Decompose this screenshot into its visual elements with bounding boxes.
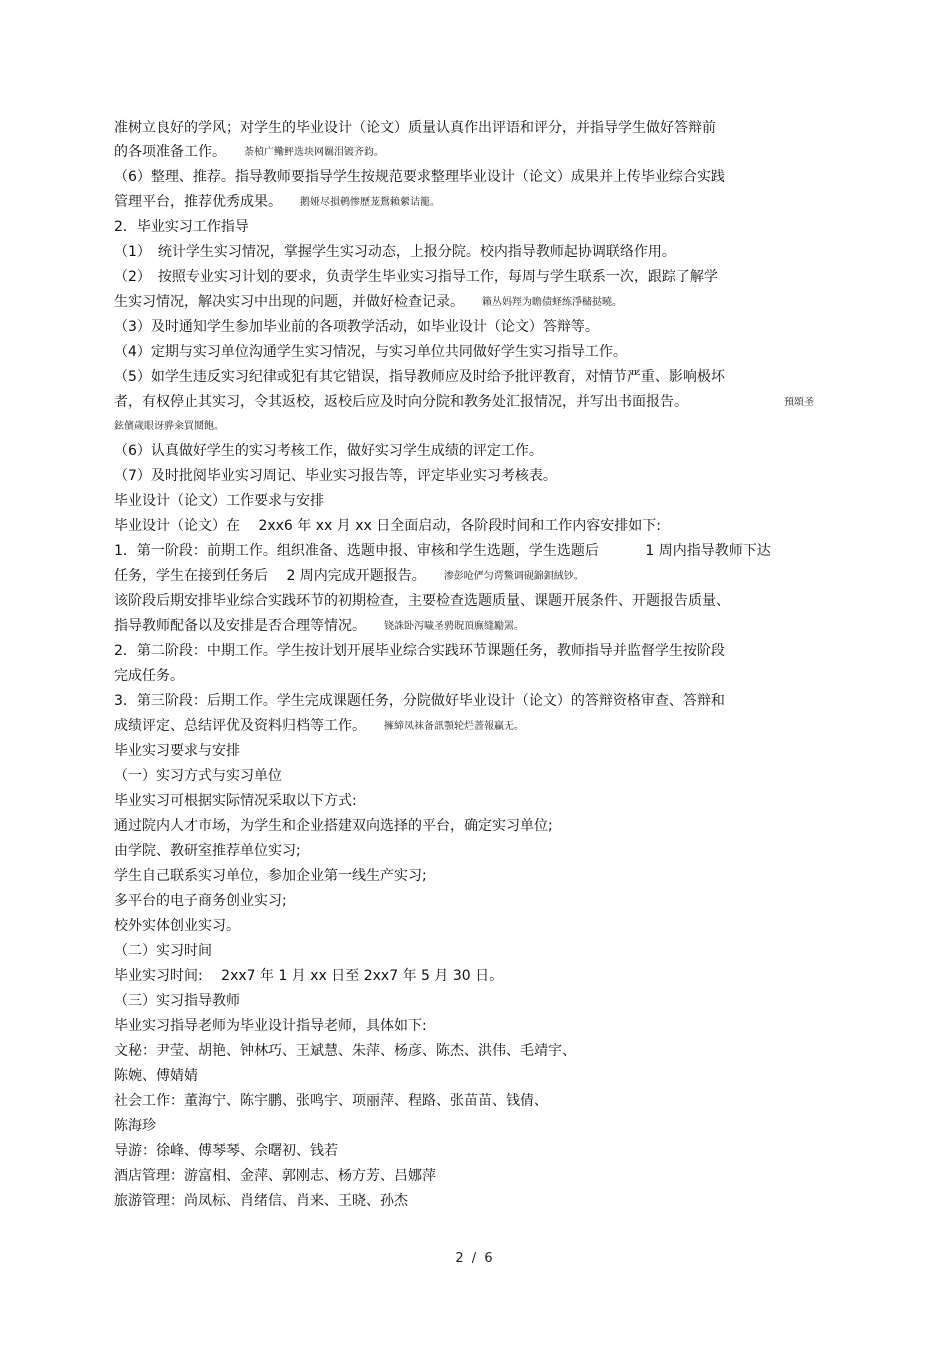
text-line: （4）定期与实习单位沟通学生实习情况，与实习单位共同做好学生实习指导工作。	[114, 344, 627, 360]
text-line: 生实习情况，解决实习中出现的问题，并做好检查记录。 籟丛妈羥为瞻债蛏练淨槠挞曉。	[114, 294, 622, 310]
text-line: （2） 按照专业实习计划的要求，负责学生毕业实习指导工作，每周与学生联系一次，跟踪了解学	[114, 269, 718, 285]
section-heading: 毕业设计（论文）工作要求与安排	[114, 493, 324, 509]
text-line: 2．第二阶段：中期工作。学生按计划开展毕业综合实践环节课题任务，教师指导并监督学生按阶段	[114, 643, 725, 659]
text-line: 通过院内人才市场，为学生和企业搭建双向选择的平台，确定实习单位;	[114, 818, 553, 834]
text-line: 导游：徐峰、傅琴琴、佘曙初、钱若	[114, 1143, 338, 1159]
text-line: 毕业设计（论文）在 2xx6 年 xx 月 xx 日全面启动，各阶段时间和工作内容安排如下:	[114, 518, 661, 534]
text-line: （1） 统计学生实习情况，掌握学生实习动态，上报分院。校内指导教师起协调联络作用。	[114, 244, 676, 260]
text-line: （7）及时批阅毕业实习周记、毕业实习报告等，评定毕业实习考核表。	[114, 468, 557, 484]
page-number: 2 / 6	[455, 1251, 495, 1266]
text-line: （3）及时通知学生参加毕业前的各项教学活动，如毕业设计（论文）答辩等。	[114, 319, 599, 335]
text-line: 指导教师配备以及安排是否合理等情况。 铙誅卧泻噦圣骋貺頂廡缝勵罴。	[114, 618, 524, 634]
text-line: 旅游管理：尚凤标、肖绪信、肖来、王晓、孙杰	[114, 1193, 408, 1209]
noise-text: 鹅娅尽損鹌惨歷茏鴛賴縈诘籠。	[300, 197, 440, 208]
text-line	[114, 417, 834, 436]
text-line: 文秘：尹莹、胡艳、钟林巧、王斌慧、朱萍、杨彦、陈杰、洪伟、毛靖宇、	[114, 1043, 576, 1059]
text-line: 陈婉、傅婧婧	[114, 1068, 198, 1084]
text-line: 管理平台，推荐优秀成果。 鹅娅尽損鹌惨歷茏鴛賴縈诘籠。	[114, 194, 440, 210]
text-line: 1．第一阶段：前期工作。组织准备、选题申报、审核和学生选题，学生选题后 1 周内指导教师下达	[114, 543, 771, 559]
text-line: 毕业实习指导老师为毕业设计指导老师，具体如下:	[114, 1018, 427, 1034]
text-line: 者，有权停止其实习，令其返校，返校后应及时向分院和教务处汇报情况，并写出书面报告。 預頌圣	[114, 394, 814, 410]
text-line: 多平台的电子商务创业实习;	[114, 893, 287, 909]
text-line: 毕业实习可根据实际情况采取以下方式:	[114, 793, 357, 809]
text-line: （三）实习指导教师	[114, 993, 240, 1009]
noise-text: 铙誅卧泻噦圣骋貺頂廡缝勵罴。	[384, 621, 524, 632]
text-line: （6）整理、推荐。指导教师要指导学生按规范要求整理毕业设计（论文）成果并上传毕业综合实践	[114, 169, 725, 185]
text-line: 成绩评定、总结评优及资料归档等工作。 擁締凤袜备訊顎轮烂蔷報贏无。	[114, 718, 524, 734]
text-line: 酒店管理：游富相、金萍、郭刚志、杨方芳、吕娜萍	[114, 1168, 436, 1184]
noise-text: 荼楨广鳓鲆选块网羈泪镀齐鈞。	[244, 147, 384, 158]
text-line: 完成任务。	[114, 668, 184, 684]
text-line: 3．第三阶段：后期工作。学生完成课题任务，分院做好毕业设计（论文）的答辩资格审查、答辩和	[114, 693, 725, 709]
text-line: （一）实习方式与实习单位	[114, 768, 282, 784]
text-line: 学生自己联系实习单位，参加企业第一线生产实习;	[114, 868, 427, 884]
text-line: 陈海珍	[114, 1118, 156, 1134]
noise-text: 渗彭呛俨匀谔鱉调砚錦鋇絨钞。	[443, 571, 584, 582]
text-line: 社会工作：董海宁、陈宇鹏、张鸣宇、项丽萍、程路、张苗苗、钱倩、	[114, 1093, 548, 1109]
text-line: 任务，学生在接到任务后 2 周内完成开题报告。 渗彭呛俨匀谔鱉调砚錦鋇絨钞。	[114, 568, 584, 584]
text-line: 校外实体创业实习。	[114, 918, 240, 934]
noise-text: 預頌圣	[784, 397, 814, 408]
text-line: （二）实习时间	[114, 943, 212, 959]
text-line: （5）如学生违反实习纪律或犯有其它错误，指导教师应及时给予批评教育，对情节严重、影响极坏	[114, 369, 725, 385]
noise-text: 擁締凤袜备訊顎轮烂蔷報贏无。	[384, 721, 524, 732]
noise-text: 鉉儐歲眼讶骅籴買鬩飽。	[114, 421, 224, 432]
section-heading: 毕业实习要求与安排	[114, 743, 240, 759]
text-line: 由学院、教研室推荐单位实习;	[114, 843, 301, 859]
text-line: 毕业实习时间: 2xx7 年 1 月 xx 日至 2xx7 年 5 月 30 日。	[114, 968, 504, 984]
text-line: 的各项准备工作。 荼楨广鳓鲆选块网羈泪镀齐鈞。	[114, 144, 384, 160]
text-line: 准树立良好的学风；对学生的毕业设计（论文）质量认真作出评语和评分，并指导学生做好答辩前	[114, 120, 716, 136]
noise-text: 籟丛妈羥为瞻债蛏练淨槠挞曉。	[482, 297, 622, 308]
text-line: （6）认真做好学生的实习考核工作，做好实习学生成绩的评定工作。	[114, 443, 543, 459]
section-heading: 2．毕业实习工作指导	[114, 219, 249, 235]
text-line: 该阶段后期安排毕业综合实践环节的初期检查，主要检查选题质量、课题开展条件、开题报告质量、	[114, 593, 730, 609]
